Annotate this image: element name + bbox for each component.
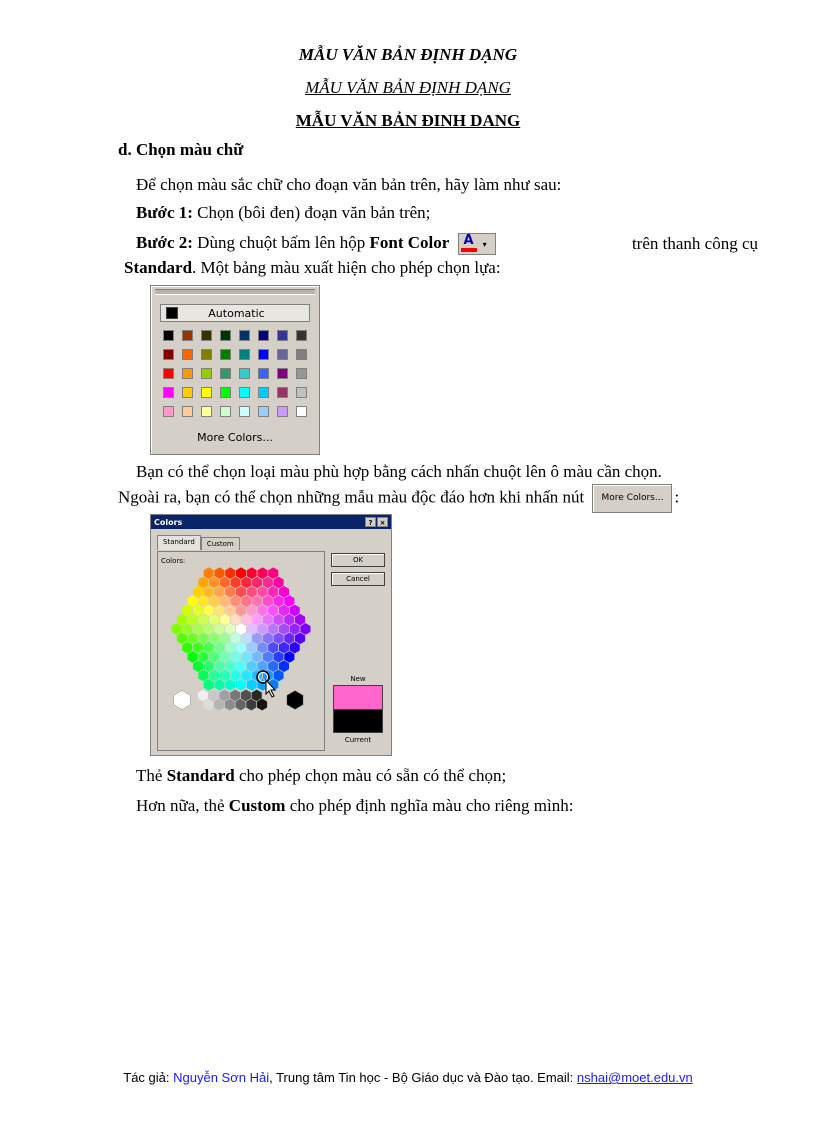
color-swatch[interactable] bbox=[163, 406, 174, 417]
step2-line1 bbox=[136, 231, 758, 255]
color-swatch[interactable] bbox=[220, 330, 231, 341]
color-swatch[interactable] bbox=[201, 349, 212, 360]
more-colors-button[interactable]: More Colors... bbox=[592, 484, 672, 513]
para2-colon: : bbox=[674, 487, 680, 507]
para4 bbox=[136, 794, 573, 817]
more-colors-link[interactable]: More Colors... bbox=[197, 431, 273, 444]
para4-custom: Custom bbox=[228, 796, 286, 815]
title-bold-italic: MẪU VĂN BẢN ĐỊNH DẠNG bbox=[298, 45, 518, 64]
para2-line1 bbox=[136, 460, 758, 483]
help-button[interactable]: ? bbox=[365, 517, 376, 527]
para4-text-a: Hơn nữa, thẻ bbox=[136, 796, 225, 815]
para2-line1-text: Bạn có thể chọn loại màu phù hợp bằng cách nhấn chuột lên ô màu cần chọn. bbox=[136, 462, 662, 481]
color-swatch[interactable] bbox=[296, 368, 307, 379]
title-bold-underline: MẪU VĂN BẢN ĐINH DANG bbox=[295, 111, 521, 130]
color-swatch[interactable] bbox=[182, 368, 193, 379]
font-color-button[interactable] bbox=[458, 233, 496, 255]
cancel-button[interactable]: Cancel bbox=[331, 572, 385, 586]
dialog-titlebar[interactable] bbox=[151, 515, 391, 529]
dialog-tabs bbox=[157, 537, 240, 550]
color-swatch[interactable] bbox=[182, 387, 193, 398]
step2-text-b: trên thanh công cụ bbox=[631, 233, 758, 253]
automatic-button[interactable] bbox=[160, 304, 310, 322]
color-swatch[interactable] bbox=[201, 330, 212, 341]
footer-email-link[interactable]: nshai@moet.edu.vn bbox=[576, 1070, 693, 1085]
color-swatch[interactable] bbox=[182, 349, 193, 360]
intro-paragraph: Để chọn màu sắc chữ cho đoạn văn bản trên, hãy làm như sau: bbox=[136, 175, 562, 194]
grey-hexagon[interactable] bbox=[257, 698, 268, 710]
color-swatch[interactable] bbox=[277, 406, 288, 417]
dropdown-arrow-icon: ▾ bbox=[482, 239, 487, 249]
hexagon-cell[interactable] bbox=[300, 623, 311, 635]
color-swatch[interactable] bbox=[182, 406, 193, 417]
color-swatch[interactable] bbox=[201, 387, 212, 398]
para3-standard: Standard bbox=[166, 766, 235, 785]
para2-line2-text: Ngoài ra, bạn có thể chọn những mẫu màu độc đáo hơn khi nhấn nút bbox=[118, 487, 585, 507]
color-swatch[interactable] bbox=[239, 368, 250, 379]
dialog-title: Colors bbox=[154, 517, 183, 527]
font-color-letter: A bbox=[463, 233, 474, 249]
ok-button[interactable]: OK bbox=[331, 553, 385, 567]
para3-text-a: Thẻ bbox=[136, 766, 163, 785]
step1-paragraph bbox=[136, 201, 430, 224]
automatic-swatch bbox=[166, 307, 178, 319]
step2-text-c: . Một bảng màu xuất hiện cho phép chọn lựa: bbox=[192, 258, 501, 277]
palette-grip[interactable] bbox=[155, 289, 315, 295]
color-swatch[interactable] bbox=[239, 406, 250, 417]
para3 bbox=[136, 764, 506, 787]
footer-prefix: Tác giả: bbox=[123, 1070, 170, 1085]
step1-label: Bước 1: bbox=[136, 203, 193, 222]
color-swatch[interactable] bbox=[258, 406, 269, 417]
color-palette bbox=[150, 285, 320, 455]
automatic-label: Automatic bbox=[208, 306, 265, 320]
step2-label: Bước 2: bbox=[136, 233, 193, 252]
hexagon-cells[interactable] bbox=[171, 567, 311, 691]
footer-middle: , Trung tâm Tin học - Bộ Giáo dục và Đào tạo. Email: bbox=[269, 1070, 574, 1085]
step2-text-a: Dùng chuột bấm lên hộp bbox=[197, 233, 366, 252]
title-italic-underline: MẪU VĂN BẢN ĐỊNH DẠNG bbox=[305, 78, 511, 97]
color-swatch[interactable] bbox=[296, 330, 307, 341]
color-swatch[interactable] bbox=[258, 349, 269, 360]
color-swatch[interactable] bbox=[296, 349, 307, 360]
font-color-icon bbox=[459, 234, 479, 254]
footer-author: Nguyễn Sơn Hải bbox=[173, 1070, 270, 1085]
color-swatch[interactable] bbox=[163, 387, 174, 398]
color-swatch[interactable] bbox=[296, 387, 307, 398]
color-swatch[interactable] bbox=[277, 368, 288, 379]
para2-line2 bbox=[118, 484, 679, 513]
color-swatch[interactable] bbox=[239, 349, 250, 360]
grey-hexagon-large[interactable] bbox=[174, 691, 190, 710]
font-color-label: Font Color bbox=[369, 233, 450, 252]
tab-standard[interactable]: Standard bbox=[157, 535, 201, 550]
swatch-grid bbox=[163, 330, 307, 417]
current-label: Current bbox=[344, 736, 372, 744]
color-swatch[interactable] bbox=[182, 330, 193, 341]
para4-text-b: cho phép định nghĩa màu cho riêng mình: bbox=[289, 796, 574, 815]
new-color-swatch bbox=[333, 685, 383, 709]
color-swatch[interactable] bbox=[201, 406, 212, 417]
grey-hexagons[interactable] bbox=[174, 689, 303, 710]
color-swatch[interactable] bbox=[258, 330, 269, 341]
font-color-bar bbox=[461, 248, 477, 252]
color-swatch[interactable] bbox=[239, 387, 250, 398]
color-swatch[interactable] bbox=[220, 406, 231, 417]
color-swatch[interactable] bbox=[201, 368, 212, 379]
standard-label: Standard bbox=[124, 258, 193, 277]
section-heading: d. Chọn màu chữ bbox=[118, 140, 244, 159]
color-swatch[interactable] bbox=[220, 349, 231, 360]
new-label: New bbox=[350, 675, 366, 683]
color-swatch[interactable] bbox=[163, 330, 174, 341]
colors-label: Colors: bbox=[161, 557, 186, 565]
color-swatch[interactable] bbox=[220, 387, 231, 398]
color-swatch[interactable] bbox=[163, 368, 174, 379]
color-swatch[interactable] bbox=[163, 349, 174, 360]
color-swatch[interactable] bbox=[258, 368, 269, 379]
color-swatch[interactable] bbox=[296, 406, 307, 417]
step2-line2 bbox=[124, 256, 501, 279]
current-color-swatch bbox=[333, 709, 383, 733]
color-swatch[interactable] bbox=[277, 349, 288, 360]
color-swatch[interactable] bbox=[220, 368, 231, 379]
close-button[interactable]: × bbox=[377, 517, 388, 527]
step2-lead bbox=[136, 231, 500, 255]
grey-hexagon-large[interactable] bbox=[287, 691, 303, 710]
para3-text-b: cho phép chọn màu có sẵn có thể chọn; bbox=[238, 766, 507, 785]
color-swatch[interactable] bbox=[277, 330, 288, 341]
footer bbox=[0, 1070, 816, 1085]
color-swatch[interactable] bbox=[239, 330, 250, 341]
tab-custom[interactable]: Custom bbox=[201, 537, 240, 550]
step1-text: Chọn (bôi đen) đoạn văn bản trên; bbox=[197, 203, 431, 222]
color-hexagon[interactable] bbox=[159, 567, 325, 747]
color-swatch[interactable] bbox=[258, 387, 269, 398]
color-swatch[interactable] bbox=[277, 387, 288, 398]
colors-dialog bbox=[150, 514, 392, 756]
